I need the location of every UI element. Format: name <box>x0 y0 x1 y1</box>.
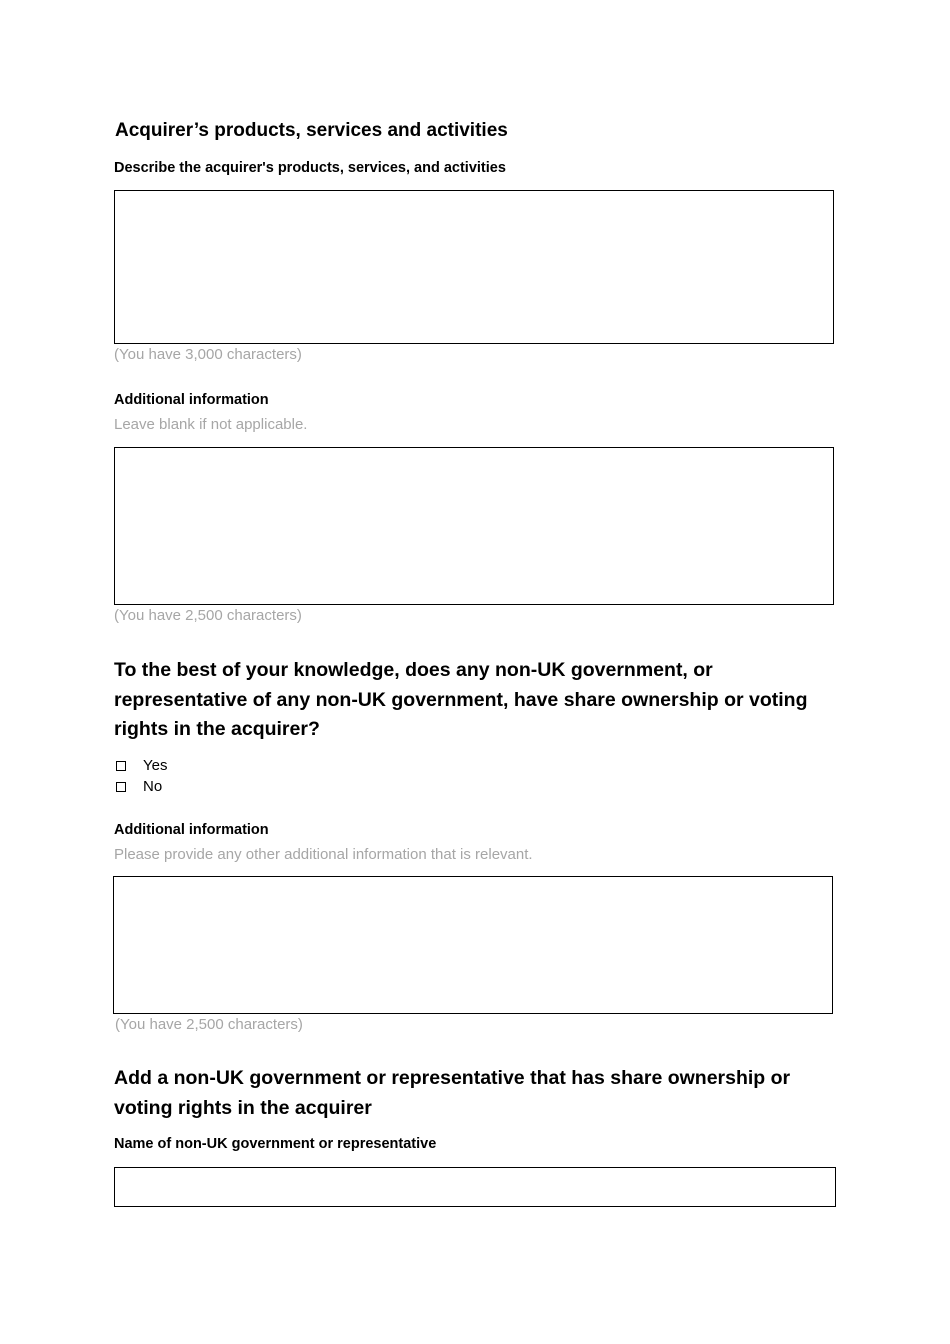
additional-info-label: Additional information <box>114 392 269 408</box>
additional-info-2-hint: Please provide any other additional information that is relevant. <box>114 846 533 863</box>
government-name-input[interactable] <box>114 1167 836 1207</box>
add-government-title: Add a non-UK government or representative that has share ownership or voting rights in the acquirer <box>114 1067 791 1119</box>
additional-info-2-textarea[interactable] <box>113 876 833 1014</box>
products-char-counter: (You have 3,000 characters) <box>114 346 302 363</box>
additional-info-2-label: Additional information <box>114 822 269 838</box>
additional-info-hint: Leave blank if not applicable. <box>114 416 308 433</box>
option-yes[interactable] <box>116 757 167 774</box>
additional-info-char-counter: (You have 2,500 characters) <box>114 607 302 624</box>
additional-info-textarea[interactable] <box>114 447 834 605</box>
additional-info-2-char-counter: (You have 2,500 characters) <box>115 1016 303 1033</box>
option-no-label: No <box>143 778 163 795</box>
option-no[interactable] <box>116 778 162 795</box>
government-ownership-question: To the best of your knowledge, does any non-UK government, or representative of any non-UK government, have share ownership or voting rights in the acquirer? <box>114 659 808 740</box>
products-textarea[interactable] <box>114 190 834 344</box>
yes-checkbox[interactable] <box>116 761 126 771</box>
option-yes-label: Yes <box>143 757 168 774</box>
section-title-products: Acquirer’s products, services and activities <box>115 120 508 141</box>
products-field-label: Describe the acquirer's products, services, and activities <box>114 160 506 176</box>
government-name-label: Name of non-UK government or representative <box>114 1136 437 1152</box>
no-checkbox[interactable] <box>116 782 126 792</box>
